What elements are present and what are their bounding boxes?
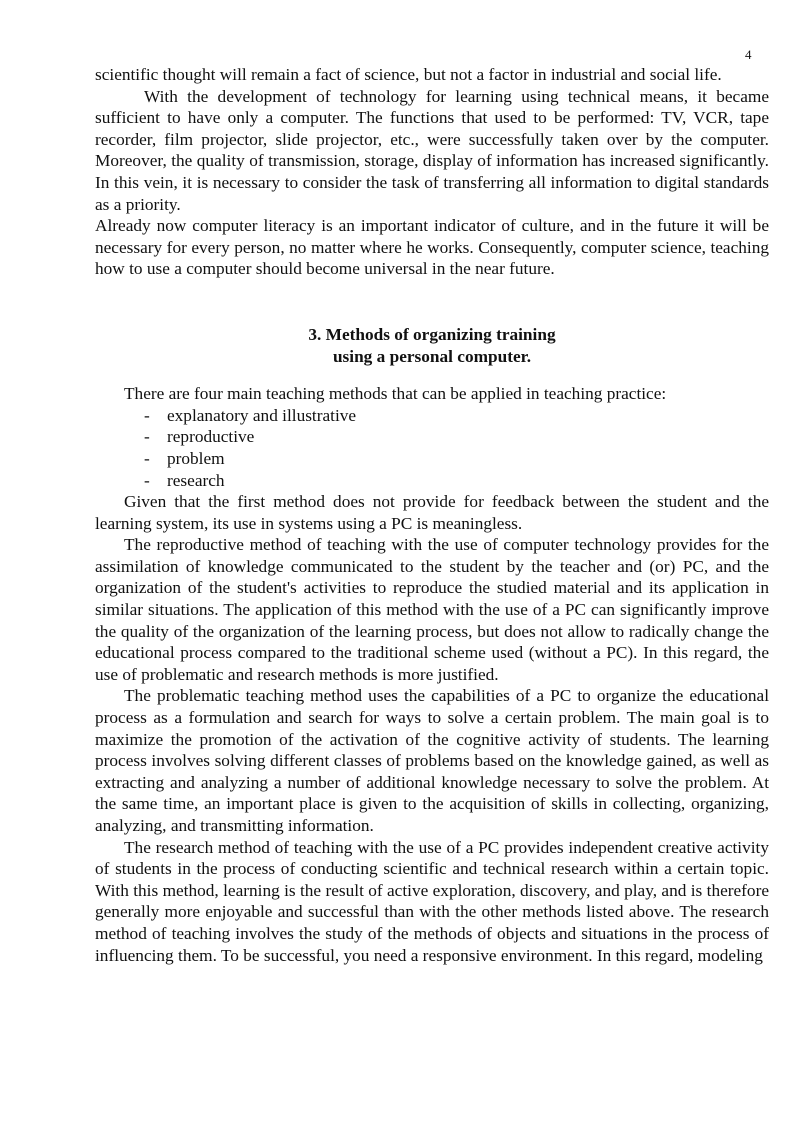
list-dash: - [144, 427, 150, 447]
page-number: 4 [745, 47, 752, 62]
list-item [95, 470, 769, 492]
list-item-label: reproductive [167, 427, 255, 447]
list-item-label: explanatory and illustrative [167, 405, 357, 425]
methods-list [95, 405, 769, 491]
list-item-label: problem [167, 448, 225, 468]
list-item [95, 426, 769, 448]
list-item [95, 405, 769, 427]
paragraph-methods-intro: There are four main teaching methods that can be applied in teaching practice: [124, 384, 667, 404]
list-dash: - [144, 470, 150, 490]
paragraph-continuation: scientific thought will remain a fact of science, but not a factor in industrial and social life. [95, 65, 722, 84]
paragraph-first-method: Given that the first method does not provide for feedback between the student and the learning system, its use in systems using a PC is meaningless. [95, 492, 769, 533]
section-heading [95, 324, 769, 367]
paragraph-problematic-method: The problematic teaching method uses the capabilities of a PC to organize the educational process as a formulation and search for ways to solve a certain problem. The main goal is to maximize the promotion of the activation of the cognitive activity of students. The learning process involves solving different classes of problems based on the knowledge gained, as well as extracting and analyzing a number of additional knowledge necessary to solve the problem. At the same time, an important place is given to the acquisition of skills in collecting, organizing, analyzing, and transmitting information. [95, 686, 769, 835]
section-heading-line-1: 3. Methods of organizing training [308, 324, 556, 344]
list-item-label: research [167, 470, 225, 490]
section-heading-line-2: using a personal computer. [332, 346, 532, 366]
list-dash: - [144, 405, 150, 425]
paragraph-research-method: The research method of teaching with the use of a PC provides independent creative activity of students in the process of conducting scientific and technical research within a certain topic. With this method, learning is the result of active exploration, discovery, and play, and is therefore generally more enjoyable and successful than with the other methods listed above. The research method of teaching involves the study of the methods of objects and situations in the process of influencing them. To be successful, you need a responsive environment. In this regard, modeling [95, 837, 769, 965]
document-body [95, 64, 769, 966]
paragraph-reproductive-method: The reproductive method of teaching with the use of computer technology provides for the assimilation of knowledge communicated to the student by the teacher and (or) PC, and the organization of the student's activities to reproduce the studied material and its application in similar situations. The application of this method with the use of a PC can significantly improve the quality of the organization of the learning process, but does not allow to radically change the educational process compared to the traditional scheme used (without a PC). In this regard, the use of problematic and research methods is more justified. [95, 535, 769, 684]
list-dash: - [144, 448, 150, 468]
paragraph-computer-literacy: Already now computer literacy is an important indicator of culture, and in the future it will be necessary for every person, no matter where he works. Consequently, computer science, teaching how to use a computer should become universal in the near future. [95, 216, 769, 279]
list-item [95, 448, 769, 470]
paragraph-technology: With the development of technology for learning using technical means, it became sufficient to have only a computer. The functions that used to be performed: TV, VCR, tape recorder, film projector, slide projector, etc., were successfully taken over by the computer. Moreover, the quality of transmission, storage, display of information has increased significantly. In this vein, it is necessary to consider the task of transferring all information to digital standards as a priority. [95, 86, 769, 214]
